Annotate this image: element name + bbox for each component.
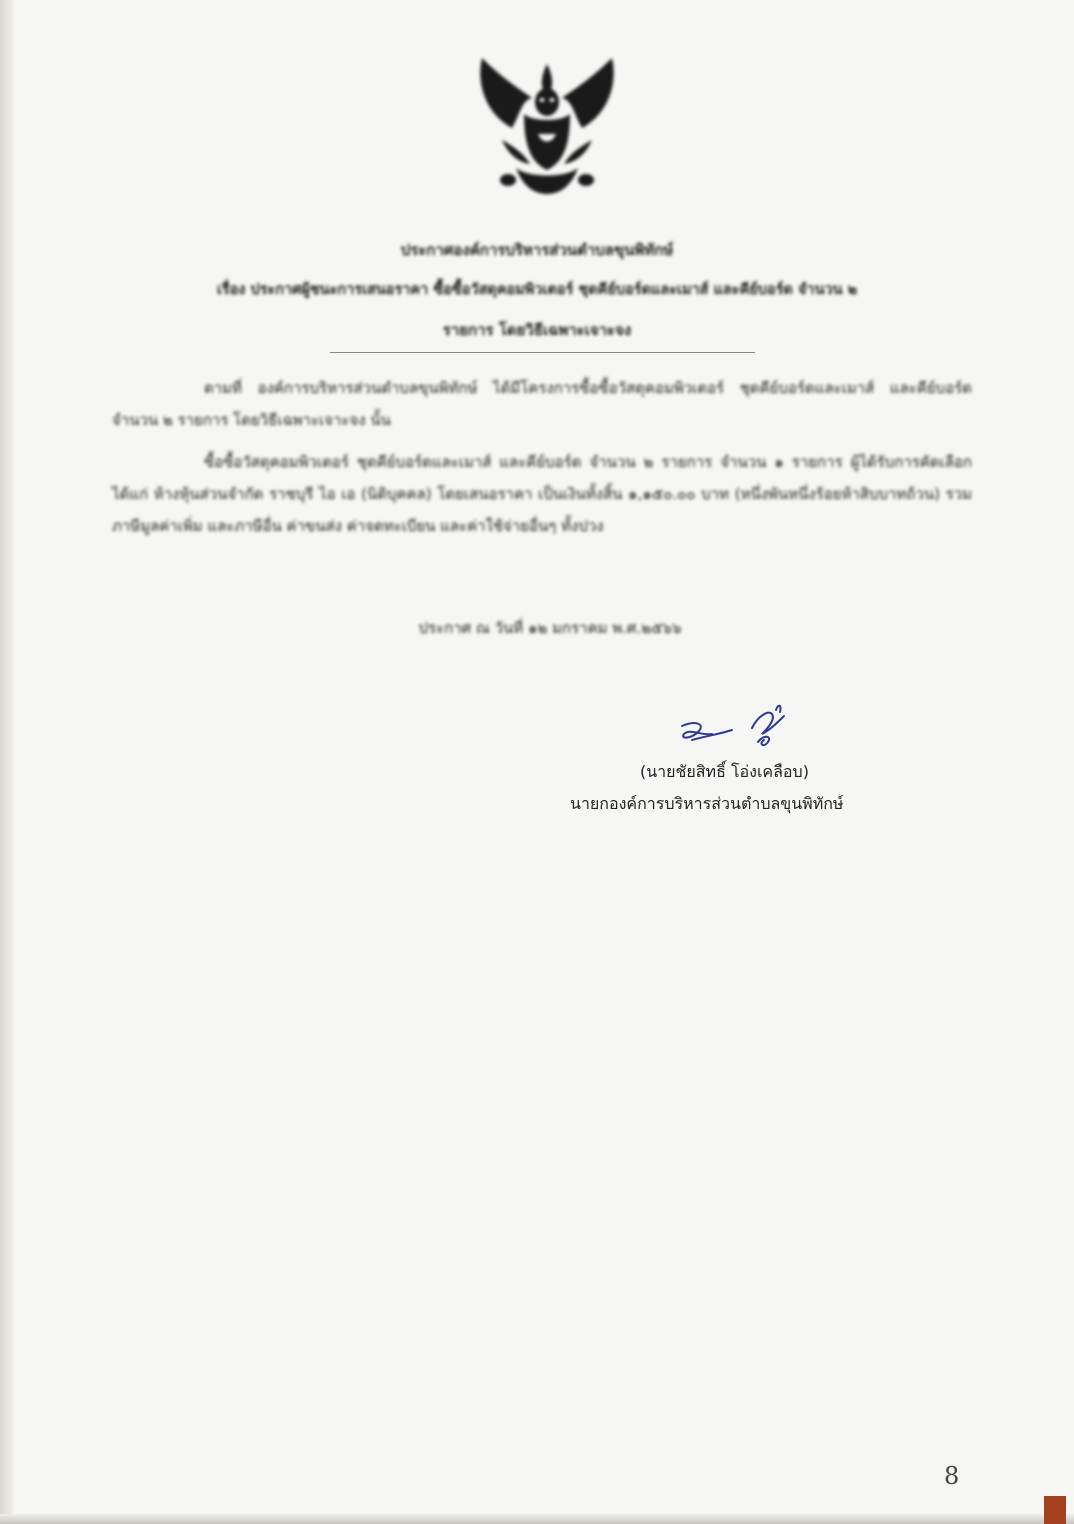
document-subject: เรื่อง ประกาศผู้ชนะการเสนอราคา ซื้อซื้อวัสดุคอมพิวเตอร์ ชุดคีย์บอร์ดและเมาส์ และคีย์บอร์ด จำนวน ๒ xyxy=(216,282,858,298)
signer-position: นายกองค์การบริหารส่วนตำบลขุนพิทักษ์ xyxy=(570,794,844,813)
page-bottom-shadow xyxy=(0,1514,1074,1524)
body-paragraph-2: ซื้อซื้อวัสดุคอมพิวเตอร์ ชุดคีย์บอร์ดและเมาส์ และคีย์บอร์ด จำนวน ๒ รายการ จำนวน ๑ รายการ ผู้ได้รับการคัดเลือก ได้แก่ ห้างหุ้นส่วนจำกัด ราชบุรี ไอ เอ (นิติบุคคล) โดยเสนอราคา เป็นเงินทั้งสิ้น ๑,๑๕๐.๐๐ บาท (หนึ่งพันหนึ่งร้อยห้าสิบบาทถ้วน) รวมภาษีมูลค่าเพิ่ม และภาษีอื่น ค่าขนส่ง ค่าจดทะเบียน และค่าใช้จ่ายอื่นๆ ทั้งปวง xyxy=(112,453,972,535)
corner-mark xyxy=(1044,1496,1066,1524)
handwritten-signature xyxy=(672,700,812,760)
body-paragraph-1: ตามที่ องค์การบริหารส่วนตำบลขุนพิทักษ์ ได้มีโครงการซื้อซื้อวัสดุคอมพิวเตอร์ ชุดคีย์บอร์ดและเมาส์ และคีย์บอร์ด จำนวน ๒ รายการ โดยวิธีเฉพาะเจาะจง นั้น xyxy=(112,379,972,429)
page-edge-shadow xyxy=(0,0,14,1524)
page-number: 8 xyxy=(944,1462,960,1490)
signer-name: (นายชัยสิทธิ์ โอ่งเคลือบ) xyxy=(640,762,809,781)
document-agency-title: ประกาศองค์การบริหารส่วนตำบลขุนพิทักษ์ xyxy=(400,241,674,259)
document-subject-cont: รายการ โดยวิธีเฉพาะเจาะจง xyxy=(442,321,632,339)
announcement-date: ประกาศ ณ วันที่ ๑๒ มกราคม พ.ศ.๒๕๖๖ xyxy=(418,619,682,637)
garuda-emblem-icon xyxy=(472,44,622,204)
title-divider xyxy=(330,352,755,353)
